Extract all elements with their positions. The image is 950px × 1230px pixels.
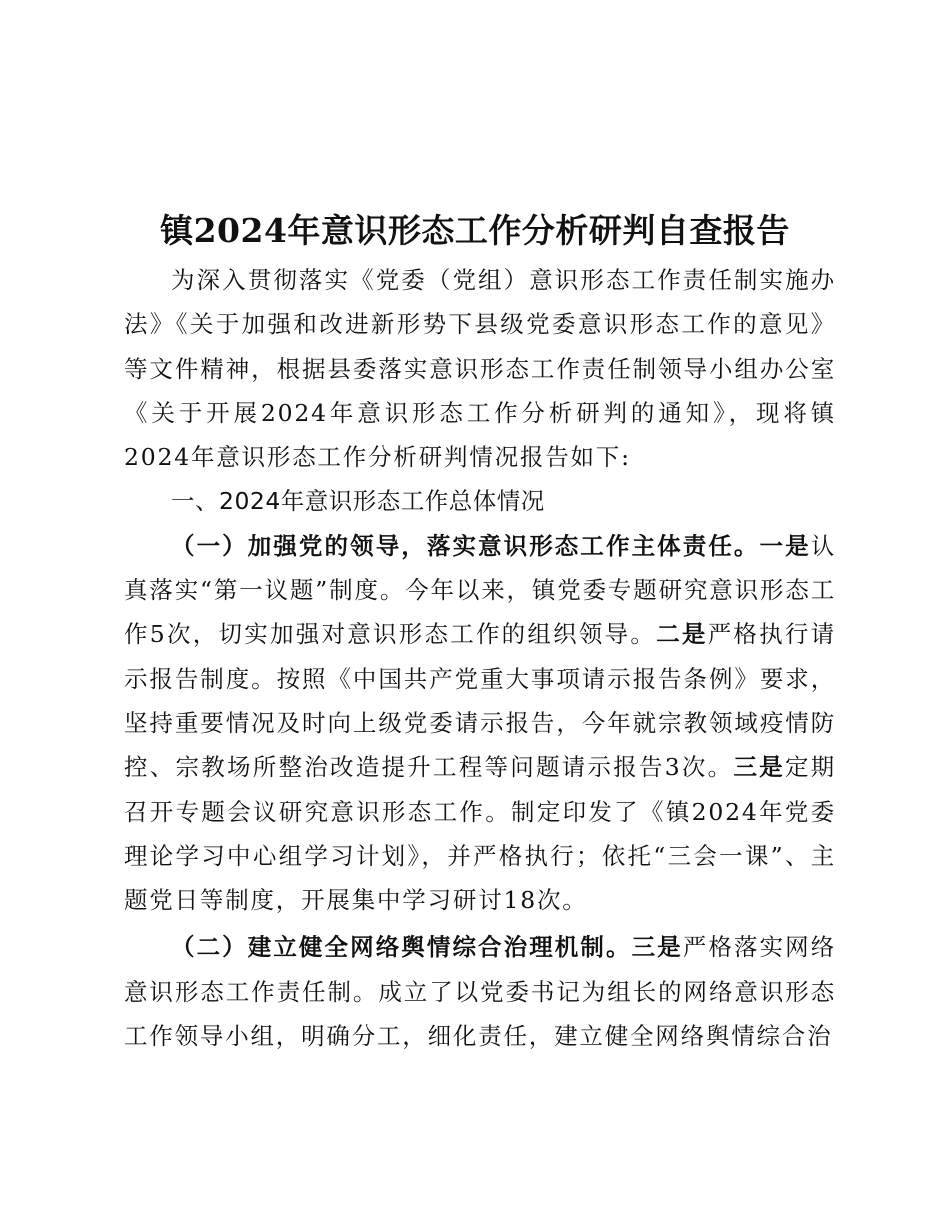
part2-paragraph [124,925,836,1058]
part1-text-2: 严格执行请示报告制度。按照《中国共产党重大事项请示报告条例》要求，坚持重要情况及时向上级党委请示报告，今年就宗教领域疫情防控、宗教场所整治改造提升工程等问题请示报告3次。 [124,620,836,782]
part2-lead-1: 三是 [631,933,683,962]
part2-text-1: 严格落实网络意识形态工作责任制。成立了以党委书记为组长的网络意识形态工作领导小组，明确分工，细化责任，建立健全网络舆情综合治 [124,933,836,1051]
section-heading: 一、2024年意识形态工作总体情况 [171,487,545,516]
intro-paragraph: 为深入贯彻落实《党委（党组）意识形态工作责任制实施办法》《关于加强和改进新形势下县级党委意识形态工作的意见》等文件精神，根据县委落实意识形态工作责任制领导小组办公室《关于开展2024年意识形态工作分析研判的通知》，现将镇2024年意识形态工作分析研判情况报告如下: [124,266,836,472]
part2-heading: （二）建立健全网络舆情综合治理机制。 [171,933,632,962]
document-body [124,258,836,1058]
part1-lead-1: 一是 [759,531,811,560]
part1-text-3: 定期召开专题会议研究意识形态工作。制定印发了《镇2024年党委理论学习中心组学习计划》，并严格执行；依托“三会一课”、主题党日等制度，开展集中学习研讨18次。 [124,753,836,915]
part1-paragraph [124,524,836,923]
part1-lead-2: 二是 [656,620,708,649]
part1-heading: （一）加强党的领导，落实意识形态工作主体责任。 [171,531,760,560]
part1-text-1: 认真落实“第一议题”制度。今年以来，镇党委专题研究意识形态工作5次，切实加强对意识形态工作的组织领导。 [124,531,836,649]
part1-lead-3: 三是 [733,753,785,782]
document-title: 镇2024年意识形态工作分析研判自查报告 [160,211,790,250]
